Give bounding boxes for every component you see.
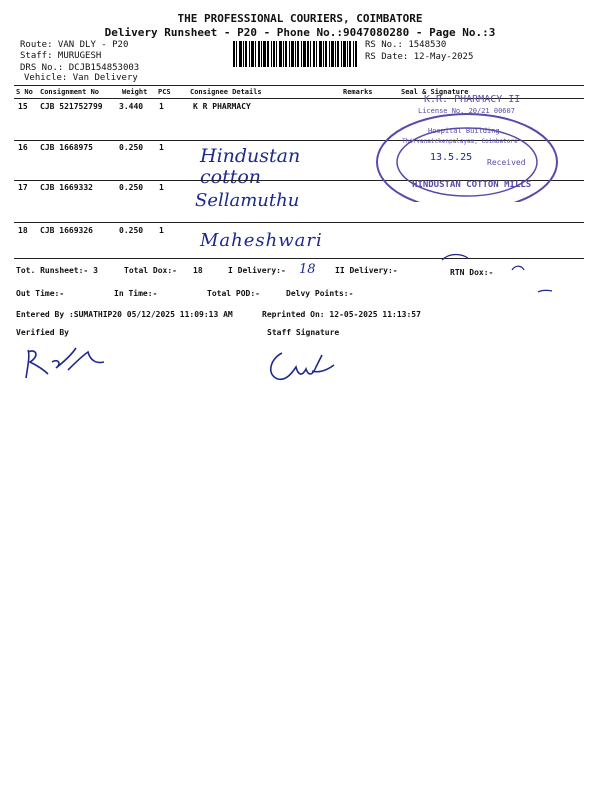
- row-weight: 0.250: [119, 183, 144, 192]
- route-label: Route: VAN DLY - P20: [20, 40, 129, 50]
- total-dox-value: 18: [193, 266, 203, 275]
- ink-marks: [438, 250, 578, 300]
- i-delivery-value: 18: [299, 262, 316, 277]
- row-weight: 3.440: [119, 102, 144, 111]
- col-sno: S No: [16, 88, 33, 96]
- row-consignment: CJB 1668975: [40, 143, 93, 152]
- total-pod-label: Total POD:-: [207, 289, 260, 298]
- reprinted-on: Reprinted On: 12-05-2025 11:13:57: [262, 310, 421, 319]
- stamp-pharmacy-name: K.R. PHARMACY II: [424, 94, 521, 105]
- row-consignee-handwritten: Sellamuthu: [195, 190, 300, 211]
- row-consignment: CJB 521752799: [40, 102, 103, 111]
- total-dox-label: Total Dox:-: [124, 266, 177, 275]
- row-consignee-handwritten: Maheshwari: [200, 230, 323, 251]
- rs-number: RS No.: 1548530: [365, 40, 447, 50]
- seal-stamp: [372, 92, 562, 202]
- col-remarks: Remarks: [343, 88, 373, 96]
- row-consignee-handwritten: Hindustan cotton: [200, 145, 301, 188]
- col-pcs: PCS: [158, 88, 171, 96]
- row-pcs: 1: [159, 102, 164, 111]
- verified-signature: [18, 340, 113, 385]
- rtn-dox-label: RTN Dox:-: [450, 268, 494, 277]
- tot-runsheet: Tot. Runsheet:- 3: [16, 266, 98, 275]
- table-top-rule: [14, 85, 584, 86]
- col-consignment: Consignment No: [40, 88, 100, 96]
- in-time-label: In Time:-: [114, 289, 158, 298]
- staff-signature-label: Staff Signature: [267, 328, 340, 337]
- row-weight: 0.250: [119, 143, 144, 152]
- stamp-license: License No. 20/21 00607: [418, 107, 515, 115]
- company-title: THE PROFESSIONAL COURIERS, COIMBATORE: [177, 12, 423, 25]
- row-sno: 16: [18, 143, 28, 152]
- col-consignee: Consignee Details: [190, 88, 262, 96]
- row-sno: 18: [18, 226, 28, 235]
- row-pcs: 1: [159, 226, 164, 235]
- staff-signature: [262, 345, 342, 385]
- row-weight: 0.250: [119, 226, 144, 235]
- ii-delivery-label: II Delivery:-: [335, 266, 398, 275]
- row-sno: 17: [18, 183, 28, 192]
- staff-label: Staff: MURUGESH: [20, 51, 102, 61]
- drs-number: DRS No.: DCJB154853003: [20, 63, 140, 73]
- entered-by: Entered By :SUMATHIP20 05/12/2025 11:09:13 AM: [16, 310, 233, 319]
- i-delivery-label: I Delivery:-: [228, 266, 286, 275]
- row-separator: [14, 222, 584, 223]
- row-pcs: 1: [159, 143, 164, 152]
- stamp-circle-text: HINDUSTAN COTTON MILLS: [412, 180, 532, 190]
- col-seal-signature: Seal & Signature: [401, 88, 469, 96]
- rs-date: RS Date: 12-May-2025: [365, 52, 474, 62]
- stamp-date: 13.5.25: [430, 152, 473, 163]
- row-pcs: 1: [159, 183, 164, 192]
- delvy-points-label: Delvy Points:-: [286, 289, 354, 298]
- row-consignment: CJB 1669326: [40, 226, 93, 235]
- out-time-label: Out Time:-: [16, 289, 65, 298]
- row-sno: 15: [18, 102, 28, 111]
- runsheet-subtitle: Delivery Runsheet - P20 - Phone No.:9047080280 - Page No.:3: [104, 26, 496, 39]
- row-consignee: K R PHARMACY: [193, 102, 251, 111]
- row-consignment: CJB 1669332: [40, 183, 93, 192]
- vehicle-label: Vehicle: Van Delivery: [24, 73, 138, 83]
- stamp-place: Thirvanaickenpalayam, Coimbatore: [402, 138, 518, 145]
- stamp-received: Received: [487, 158, 526, 167]
- barcode: [233, 41, 357, 67]
- col-weight: Weight: [122, 88, 148, 96]
- verified-by-label: Verified By: [16, 328, 69, 337]
- stamp-address: Hospital Building: [428, 127, 500, 135]
